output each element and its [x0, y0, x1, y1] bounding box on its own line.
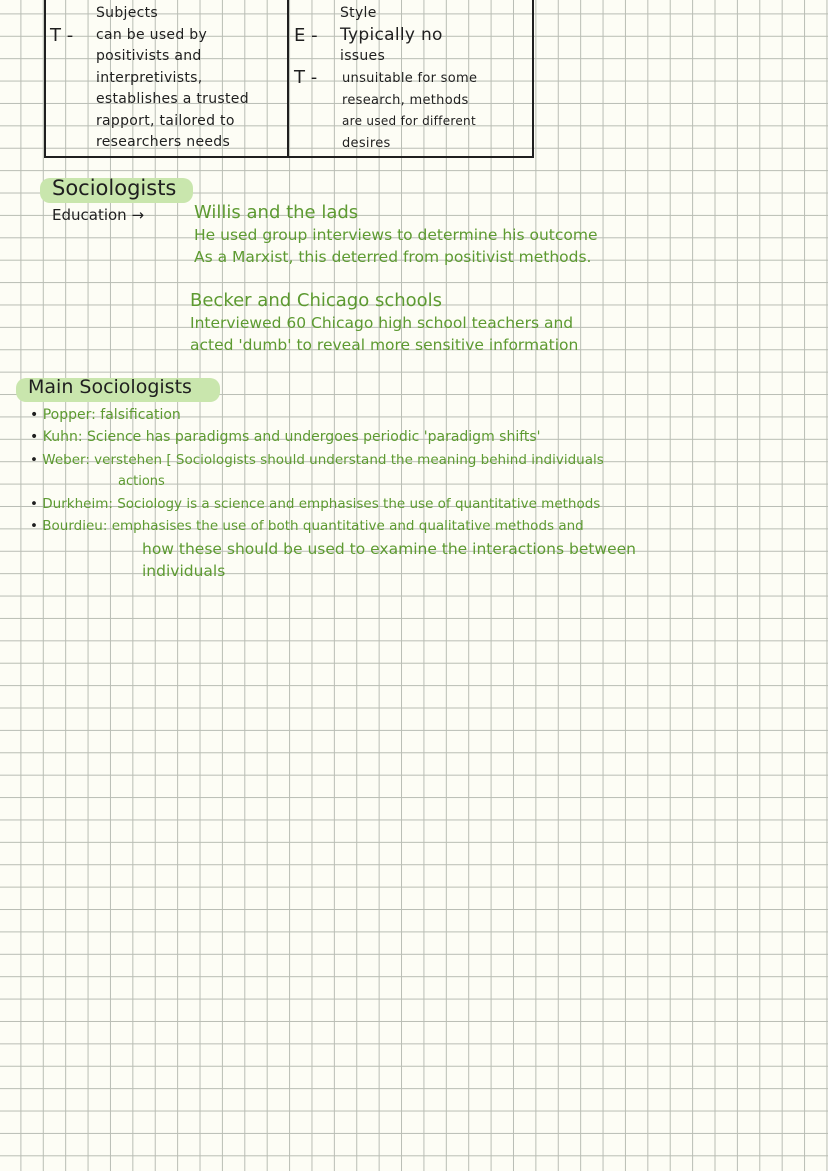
- sociologist-text: falsification: [100, 407, 181, 423]
- table-left-line: Subjects: [96, 5, 159, 21]
- sociologist-text: verstehen [ Sociologists should understand the meaning behind individuals: [94, 451, 604, 468]
- list-item: • Kuhn: Science has paradigms and undergoes periodic 'paradigm shifts': [30, 429, 541, 446]
- study-title: Becker and Chicago schools: [190, 290, 443, 311]
- table-right-border: [532, 0, 534, 158]
- list-item-continuation: how these should be used to examine the interactions between: [142, 539, 637, 558]
- table-right-line: research, methods: [342, 92, 469, 108]
- sociologist-list: [30, 404, 636, 582]
- sociologist-name: Weber:: [42, 451, 90, 468]
- table-right-line: unsuitable for some: [342, 71, 478, 86]
- table-right-label-e: E -: [294, 25, 318, 46]
- list-item-continuation: actions: [118, 473, 165, 489]
- sociologist-text: emphasises the use of both quantitative and qualitative methods and: [111, 518, 584, 535]
- sociologists-heading: Sociologists: [52, 176, 177, 200]
- sociologist-text: Sociology is a science and emphasises the use of quantitative methods: [117, 496, 601, 513]
- table-right-label-t: T -: [294, 67, 318, 88]
- list-item: • Weber: verstehen [ Sociologists should understand the meaning behind individuals: [30, 451, 604, 468]
- table-middle-border: [287, 0, 289, 158]
- table-left-line: positivists and: [96, 48, 202, 64]
- list-item-continuation: individuals: [142, 562, 226, 581]
- list-item: • Popper: falsification: [30, 407, 181, 423]
- sociologist-name: Durkheim:: [42, 496, 113, 513]
- sociologist-text: Science has paradigms and undergoes periodic 'paradigm shifts': [87, 429, 541, 446]
- study-line: Interviewed 60 Chicago high school teachers and: [190, 314, 574, 332]
- study-line: He used group interviews to determine his outcome: [194, 226, 598, 244]
- table-left-line: can be used by: [96, 26, 208, 43]
- table-left-border: [44, 0, 46, 158]
- study-line: acted 'dumb' to reveal more sensitive information: [190, 336, 579, 354]
- sociologist-name: Kuhn:: [42, 429, 83, 446]
- table-left-line: establishes a trusted: [96, 91, 249, 107]
- table-bottom-border: [44, 156, 534, 158]
- table-left-label: T -: [50, 25, 74, 46]
- table-right-line: issues: [340, 48, 386, 64]
- table-left-line: rapport, tailored to: [96, 112, 235, 129]
- table-right-line: Style: [340, 5, 377, 21]
- table-right-cell-t: [342, 68, 532, 154]
- main-sociologists-heading: Main Sociologists: [28, 376, 192, 398]
- education-topic: Education →: [52, 206, 145, 224]
- table-right-cell-e: [340, 3, 530, 68]
- study-title: Willis and the lads: [194, 202, 359, 223]
- study-becker: [190, 290, 578, 356]
- table-left-cell: [96, 3, 282, 154]
- sociologist-name: Bourdieu:: [42, 518, 108, 535]
- study-willis: [194, 202, 598, 268]
- table-left-line: researchers needs: [96, 134, 231, 150]
- study-line: As a Marxist, this deterred from positivist methods.: [194, 248, 592, 266]
- table-right-line: Typically no: [340, 24, 443, 45]
- sociologist-name: Popper:: [42, 407, 96, 423]
- list-item: • Bourdieu: emphasises the use of both quantitative and qualitative methods and: [30, 518, 584, 535]
- table-right-line: desires: [342, 135, 391, 151]
- table-right-line: are used for different: [342, 114, 476, 128]
- table-left-line: interpretivists,: [96, 69, 203, 86]
- list-item: • Durkheim: Sociology is a science and emphasises the use of quantitative methods: [30, 496, 601, 513]
